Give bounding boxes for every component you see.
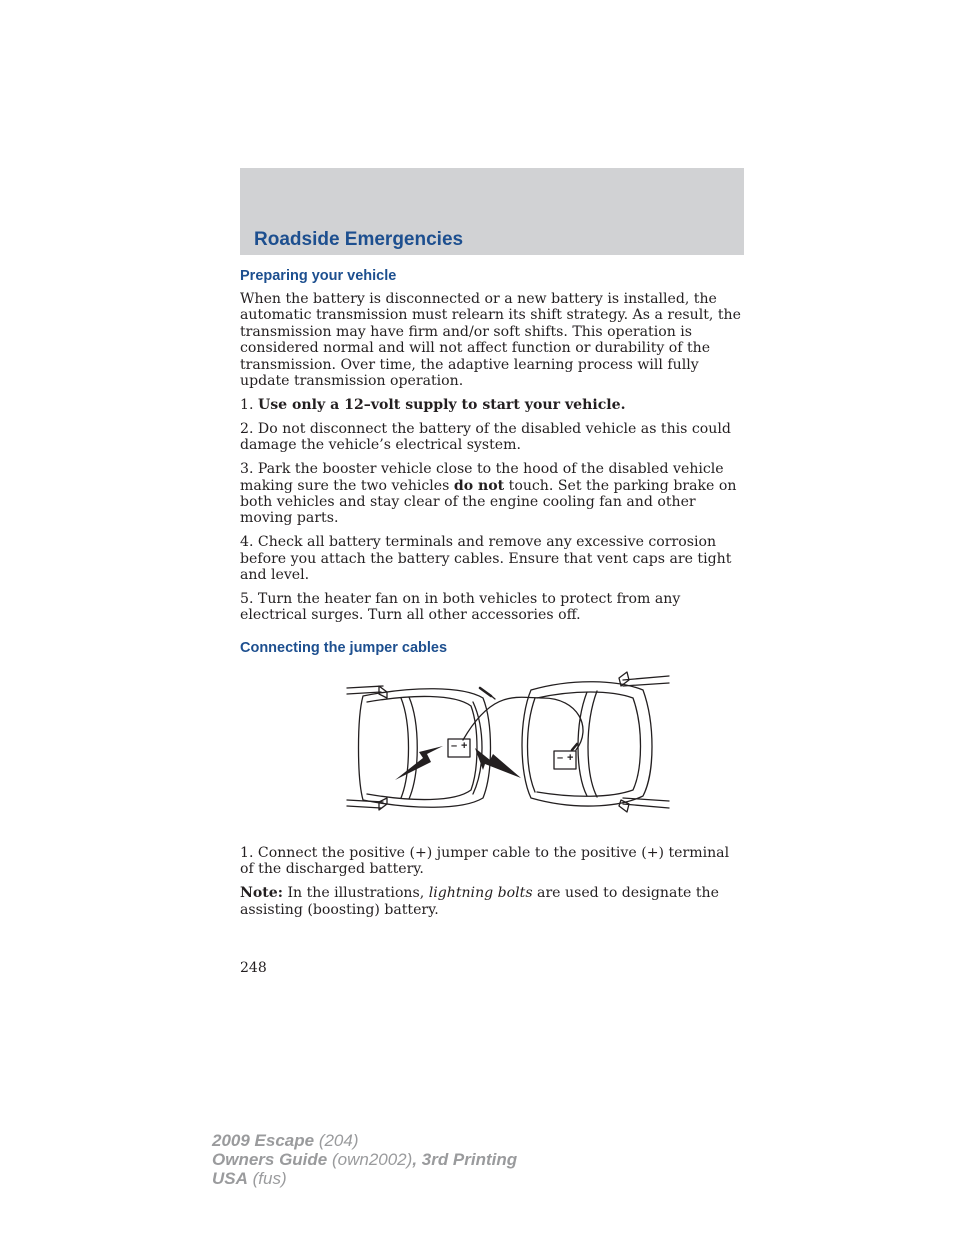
note-label: Note: — [240, 885, 283, 902]
footer-guide: Owners Guide — [212, 1150, 328, 1169]
note-italic: lightning bolts — [428, 885, 533, 902]
document-footer — [212, 1131, 517, 1188]
footer-model: 2009 Escape — [212, 1131, 315, 1150]
lightning-bolt-left-icon — [395, 746, 443, 780]
section-header-band — [240, 168, 744, 255]
two-vehicles-diagram — [343, 668, 673, 828]
step-2: 2. Do not disconnect the battery of the disabled vehicle as this could damage the vehicle’s electrical system. — [240, 420, 731, 454]
footer-line-3 — [212, 1169, 517, 1188]
step-3-text-a: 3. Park the booster vehicle close to the hood of the disabled vehicle making sure the two vehicles — [240, 461, 724, 494]
step-1-number: 1. — [240, 396, 258, 413]
disabled-battery-minus: – — [451, 739, 458, 752]
jumper-cables-illustration — [240, 668, 745, 833]
page-number: 248 — [240, 960, 267, 976]
heading-preparing-vehicle: Preparing your vehicle — [240, 268, 397, 284]
footer-region: USA — [212, 1169, 248, 1188]
intro-paragraph: When the battery is disconnected or a new battery is installed, the automatic transmission must relearn its shift strategy. As a result, the transmission may have firm and/or soft shifts. This operation is considered normal and will not affect function or durability of the transmission. Over time, the adaptive learning process will fully update transmission operation. — [240, 291, 741, 390]
footer-region-code: (fus) — [247, 1169, 287, 1188]
note-paragraph — [240, 885, 745, 918]
booster-battery-minus: – — [557, 751, 564, 764]
footer-line-1 — [212, 1131, 517, 1150]
disabled-vehicle — [347, 686, 491, 810]
note-text-b: are used to designate the assisting (boosting) battery. — [240, 885, 719, 918]
step-3-bold: do not — [453, 477, 505, 494]
connect-step-1: 1. Connect the positive (+) jumper cable to the positive (+) terminal of the discharged battery. — [240, 844, 730, 878]
heading-connecting-cables: Connecting the jumper cables — [240, 639, 448, 656]
booster-vehicle — [522, 672, 669, 812]
footer-printing: , 3rd Printing — [412, 1150, 518, 1169]
note-text-a: In the illustrations, — [282, 885, 429, 902]
footer-guide-code: (own2002) — [327, 1150, 413, 1169]
footer-model-code: (204) — [314, 1131, 359, 1150]
step-4: 4. Check all battery terminals and remove any excessive corrosion before you attach the battery cables. Ensure that vent caps are tight and level. — [240, 534, 732, 584]
footer-line-2 — [212, 1150, 517, 1169]
section-title: Roadside Emergencies — [254, 229, 464, 250]
step-5: 5. Turn the heater fan on in both vehicles to protect from any electrical surges. Turn all other accessories off. — [240, 591, 681, 624]
step-3-text-b: touch. Set the parking brake on both vehicles and stay clear of the engine cooling fan and other moving parts. — [240, 477, 737, 527]
step-3 — [240, 461, 745, 527]
step-1-bold: Use only a 12–volt supply to start your vehicle. — [257, 396, 626, 413]
page-content — [240, 267, 745, 925]
disabled-battery-plus: + — [461, 739, 468, 752]
step-1 — [240, 397, 745, 413]
booster-battery-plus: + — [567, 751, 574, 764]
